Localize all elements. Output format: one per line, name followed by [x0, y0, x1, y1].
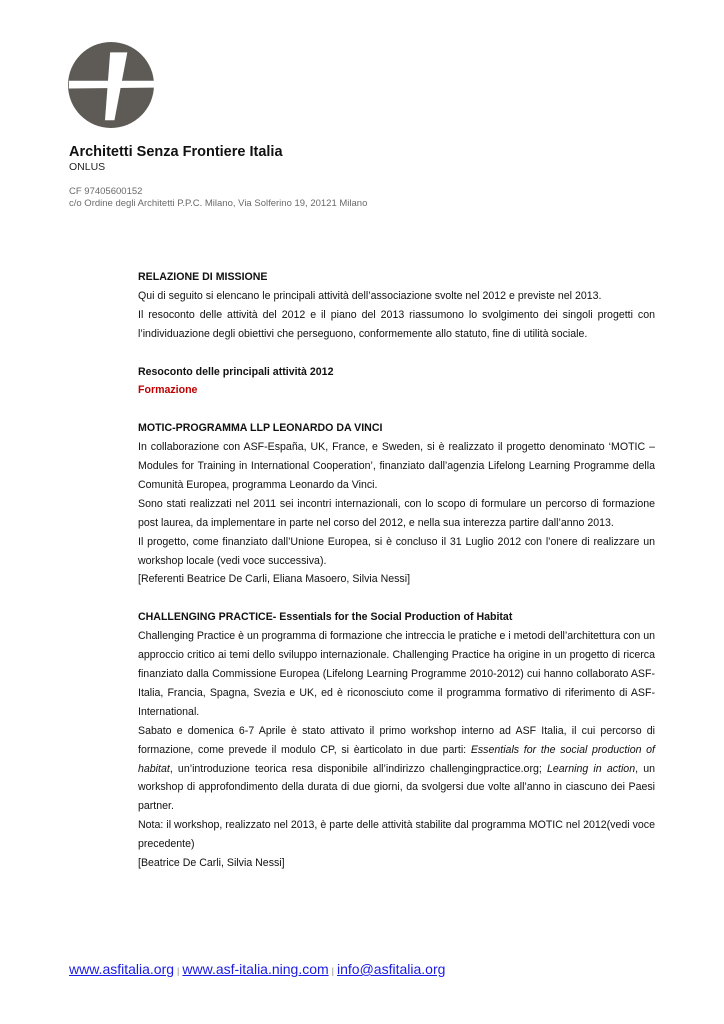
- asf-logo: [68, 42, 154, 128]
- intro-paragraph-2: Il resoconto delle attività del 2012 e il piano del 2013 riassumono lo svolgimento dei singoli progetti con l’individuazione degli obiettivi che perseguono, conformemente allo statuto, fine di utilità sociale.: [138, 308, 655, 340]
- footer-link-email[interactable]: info@asfitalia.org: [337, 961, 446, 977]
- challenging-paragraph-3: Nota: il workshop, realizzato nel 2013, è parte delle attività stabilite dal programma MOTIC nel 2012(vedi voce precedente): [138, 819, 655, 851]
- motic-title: MOTIC-PROGRAMMA LLP LEONARDO DA VINCI: [138, 422, 383, 435]
- section-title: Resoconto delle principali attività 2012: [138, 365, 334, 378]
- challenging-p2-italic-b: Essentials for the social production of habitat: [138, 743, 655, 775]
- footer-separator: |: [177, 966, 180, 976]
- org-subtitle: ONLUS: [69, 161, 106, 173]
- org-address: c/o Ordine degli Architetti P.P.C. Milano, Via Solferino 19, 20121 Milano: [69, 198, 368, 209]
- intro-paragraph-1: Qui di seguito si elencano le principali attività dell’associazione svolte nel 2012 e previste nel 2013.: [138, 289, 602, 302]
- challenging-paragraph-1: Challenging Practice è un programma di formazione che intreccia le pratiche e i metodi dell’architettura con un approccio critico ai temi dello sviluppo internazionale. Challenging Practice ha origine in un progetto di ricerca finanziato dalla Commissione Europea (Lifelong Learning Programme 2010-2012) cui hanno collaborato ASF-Italia, Francia, Spagna, Svezia e UK, ed è riconosciuto come il programma formativo di riferimento di ASF-International.: [138, 630, 656, 718]
- challenging-p2-italic-d: Learning in action: [547, 762, 636, 775]
- category-heading: Formazione: [138, 384, 198, 397]
- document-body: [138, 268, 655, 873]
- challenging-p2-text-c: , un’introduzione teorica resa disponibile all’indirizzo challengingpractice.org;: [169, 762, 547, 775]
- motic-referents: [Referenti Beatrice De Carli, Eliana Masoero, Silvia Nessi]: [138, 573, 411, 586]
- footer-link-ning[interactable]: www.asf-italia.ning.com: [182, 961, 329, 977]
- challenging-referents: [Beatrice De Carli, Silvia Nessi]: [138, 857, 285, 870]
- report-title: RELAZIONE DI MISSIONE: [138, 271, 268, 283]
- motic-paragraph-2: Sono stati realizzati nel 2011 sei incontri internazionali, con lo scopo di formulare un percorso di formazione post laurea, da implementare in parte nel corso del 2012, e nella sua interezza partire dall’anno 2013.: [138, 497, 655, 529]
- challenging-p2-text-e: , un workshop di approfondimento della durata di due giorni, da svolgersi due volte all’anno in ciascuno dei Paesi partner.: [138, 762, 655, 813]
- footer-separator: |: [331, 966, 335, 976]
- motic-paragraph-1: In collaborazione con ASF-España, UK, France, e Sweden, si è realizzato il progetto denominato ‘MOTIC – Modules for Training in International Cooperation’, finanziato dall’agenzia Lifelong Learning Programme della Comunità Europea, programma Leonardo da Vinci.: [138, 441, 655, 491]
- motic-paragraph-3: Il progetto, come finanziato dall’Unione Europea, si è concluso il 31 Luglio 2012 con l’onere di realizzare un workshop locale (vedi voce successiva).: [138, 535, 655, 567]
- challenging-p2-text-a: Sabato e domenica 6-7 Aprile è stato attivato il primo workshop interno ad ASF Italia, il cui percorso di formazione, come prevede il modulo CP, si èarticolato in due parti:: [138, 724, 655, 756]
- footer-link-website[interactable]: www.asfitalia.org: [69, 961, 175, 977]
- org-cf: CF 97405600152: [69, 186, 143, 197]
- challenging-title: CHALLENGING PRACTICE- Essentials for the Social Production of Habitat: [138, 611, 513, 624]
- org-name: Architetti Senza Frontiere Italia: [69, 144, 283, 160]
- challenging-paragraph-2: [138, 722, 655, 817]
- footer-links: [69, 961, 445, 977]
